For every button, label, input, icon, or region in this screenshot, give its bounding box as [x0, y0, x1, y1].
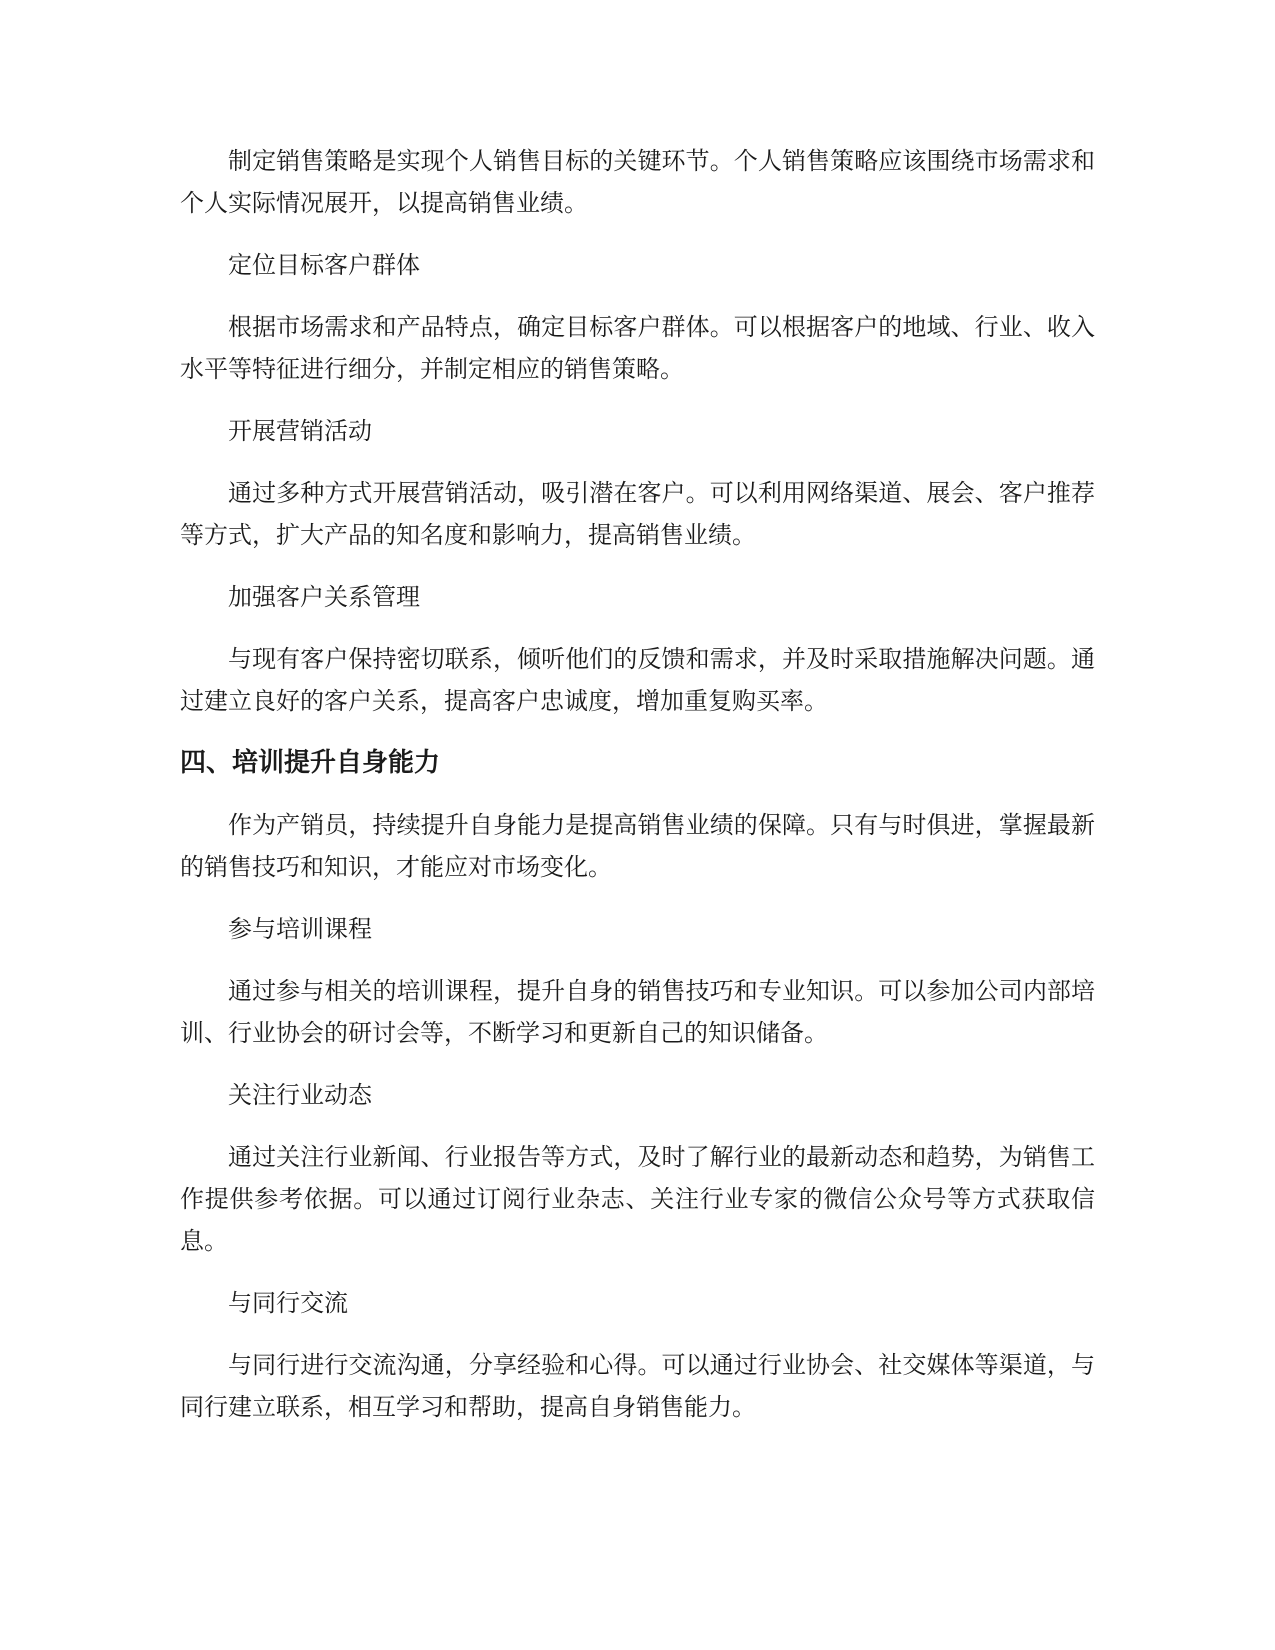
- subheading-industry-trends: 关注行业动态: [228, 1081, 372, 1109]
- paragraph-target-customers: 根据市场需求和产品特点，确定目标客户群体。可以根据客户的地域、行业、收入水平等特征进行细分，并制定相应的销售策略。: [180, 313, 1095, 383]
- section-heading-training: 四、培训提升自身能力: [180, 748, 441, 778]
- paragraph-customer-relations: 与现有客户保持密切联系，倾听他们的反馈和需求，并及时采取措施解决问题。通过建立良好的客户关系，提高客户忠诚度，增加重复购买率。: [180, 645, 1095, 715]
- paragraph-industry-trends: 通过关注行业新闻、行业报告等方式，及时了解行业的最新动态和趋势，为销售工作提供参考依据。可以通过订阅行业杂志、关注行业专家的微信公众号等方式获取信息。: [180, 1143, 1095, 1255]
- subheading-training-courses: 参与培训课程: [228, 915, 372, 943]
- paragraph-sales-strategy-intro: 制定销售策略是实现个人销售目标的关键环节。个人销售策略应该围绕市场需求和个人实际情况展开，以提高销售业绩。: [180, 147, 1095, 217]
- subheading-customer-relations: 加强客户关系管理: [228, 583, 420, 611]
- paragraph-marketing-activities: 通过多种方式开展营销活动，吸引潜在客户。可以利用网络渠道、展会、客户推荐等方式，扩大产品的知名度和影响力，提高销售业绩。: [180, 479, 1095, 549]
- subheading-peer-exchange: 与同行交流: [228, 1289, 348, 1317]
- paragraph-training-intro: 作为产销员，持续提升自身能力是提高销售业绩的保障。只有与时俱进，掌握最新的销售技巧和知识，才能应对市场变化。: [180, 811, 1095, 881]
- paragraph-peer-exchange: 与同行进行交流沟通，分享经验和心得。可以通过行业协会、社交媒体等渠道，与同行建立联系，相互学习和帮助，提高自身销售能力。: [180, 1351, 1095, 1421]
- subheading-target-customers: 定位目标客户群体: [228, 251, 420, 279]
- paragraph-training-courses: 通过参与相关的培训课程，提升自身的销售技巧和专业知识。可以参加公司内部培训、行业协会的研讨会等，不断学习和更新自己的知识储备。: [180, 977, 1095, 1047]
- document-page: [180, 140, 1095, 1448]
- subheading-marketing-activities: 开展营销活动: [228, 417, 372, 445]
